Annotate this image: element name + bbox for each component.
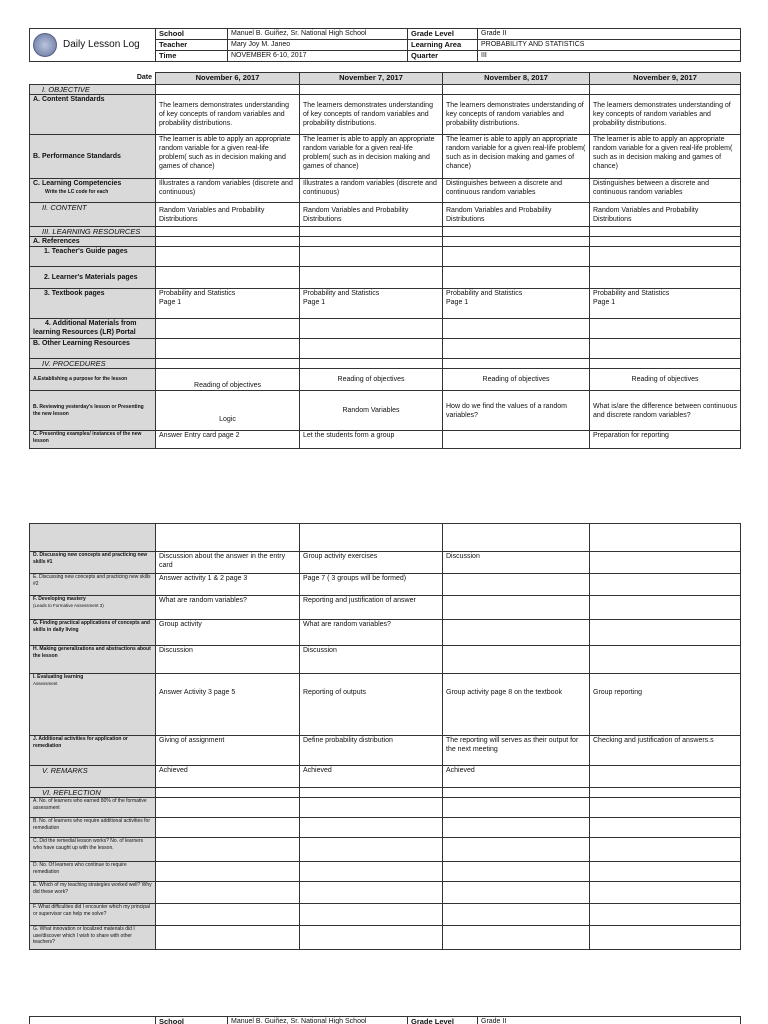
proc-a-label: A.Establishing a purpose for the lesson bbox=[30, 369, 156, 391]
proc-h-3 bbox=[443, 646, 590, 674]
grade-value-3: Grade II bbox=[478, 1017, 741, 1024]
proc-i-2: Reporting of outputs bbox=[300, 674, 443, 736]
proc-e-1: Answer activity 1 & 2 page 3 bbox=[156, 574, 300, 596]
learners-materials-label: 2. Learner's Materials pages bbox=[30, 267, 156, 289]
time-label: Time bbox=[156, 51, 228, 62]
content-standards-3: The learners demonstrates understanding of key concepts of random variables and probability distributions. bbox=[443, 95, 590, 135]
proc-c-label: C. Presenting examples/ instances of the new lesson bbox=[30, 431, 156, 449]
reflection-c: C. Did the remedial lesson works? No. of learners who have caught up with the lesson. bbox=[30, 838, 156, 862]
proc-g-2: What are random variables? bbox=[300, 620, 443, 646]
textbook-label: 3. Textbook pages bbox=[30, 289, 156, 319]
content-standards-1: The learners demonstrates understanding of key concepts of random variables and probability distributions. bbox=[156, 95, 300, 135]
proc-e-2: Page 7 ( 3 groups will be formed) bbox=[300, 574, 443, 596]
proc-f-1: What are random variables? bbox=[156, 596, 300, 620]
grade-value: Grade II bbox=[478, 29, 741, 40]
textbook-3: Probability and Statistics Page 1 bbox=[443, 289, 590, 319]
section-remarks: V. REMARKS bbox=[30, 766, 156, 788]
proc-f-label: F. Developing mastery bbox=[33, 596, 86, 602]
proc-e-label: E. Discussing new concepts and practicing new skills #2 bbox=[30, 574, 156, 596]
competencies-label-cell bbox=[30, 179, 156, 203]
proc-c-4: Preparation for reporting bbox=[590, 431, 741, 449]
date-4: November 9, 2017 bbox=[590, 73, 741, 85]
proc-h-2: Discussion bbox=[300, 646, 443, 674]
textbook-4: Probability and Statistics Page 1 bbox=[590, 289, 741, 319]
proc-g-4 bbox=[590, 620, 741, 646]
proc-h-label: H. Making generalizations and abstractions about the lesson bbox=[30, 646, 156, 674]
proc-j-3: The reporting will serves as their output for the next meeting bbox=[443, 736, 590, 766]
date-1: November 6, 2017 bbox=[156, 73, 300, 85]
proc-b-3: How do we find the values of a random variables? bbox=[443, 391, 590, 431]
date-2: November 7, 2017 bbox=[300, 73, 443, 85]
reflection-g: G. What innovation or localized materials did I use/discover which I wish to share with other teachers? bbox=[30, 926, 156, 950]
textbook-1: Probability and Statistics Page 1 bbox=[156, 289, 300, 319]
proc-d-3: Discussion bbox=[443, 552, 590, 574]
proc-c-1: Answer Entry card page 2 bbox=[156, 431, 300, 449]
performance-standards-1: The learner is able to apply an appropriate random variable for a given real-life problem( such as in decision making and games of chance) bbox=[156, 135, 300, 179]
remarks-4 bbox=[590, 766, 741, 788]
proc-i-label-cell bbox=[30, 674, 156, 736]
area-label: Learning Area bbox=[408, 40, 478, 51]
proc-j-label: J. Additional activities for application or remediation bbox=[30, 736, 156, 766]
proc-e-3 bbox=[443, 574, 590, 596]
proc-d-1: Discussion about the answer in the entry card bbox=[156, 552, 300, 574]
proc-b-label: B. Reviewing yesterday's lesson or Presenting the new lesson bbox=[30, 391, 156, 431]
proc-d-label: D. Discussing new concepts and practicing new skills #1 bbox=[30, 552, 156, 574]
quarter-label: Quarter bbox=[408, 51, 478, 62]
proc-j-4: Checking and justification of answers.s bbox=[590, 736, 741, 766]
content-standards-label: A. Content Standards bbox=[30, 95, 156, 135]
date-3: November 8, 2017 bbox=[443, 73, 590, 85]
school-value: Manuel B. Guiñez, Sr. National High School bbox=[228, 29, 408, 40]
teachers-guide-label: 1. Teacher's Guide pages bbox=[30, 247, 156, 267]
proc-f-4 bbox=[590, 596, 741, 620]
reflection-d: D. No. Of learners who continue to require remediation bbox=[30, 862, 156, 882]
proc-i-1: Answer Activity 3 page 5 bbox=[156, 674, 300, 736]
performance-standards-4: The learner is able to apply an appropriate random variable for a given real-life problem( such as in decision making and games of chance) bbox=[590, 135, 741, 179]
proc-i-sublabel: Assessment bbox=[33, 680, 58, 686]
date-label: Date bbox=[30, 73, 156, 85]
competencies-sublabel: Write the LC code for each bbox=[45, 189, 109, 195]
school-value-3: Manuel B. Guiñez, Sr. National High School bbox=[228, 1017, 408, 1024]
area-value: PROBABILITY AND STATISTICS bbox=[478, 40, 741, 51]
proc-b-1: Logic bbox=[156, 391, 300, 431]
header-table bbox=[29, 28, 741, 62]
reflection-b: B. No. of learners who require additional activities for remediation bbox=[30, 818, 156, 838]
lesson-table-1 bbox=[29, 72, 741, 449]
reflection-f: F. What difficulties did I encounter which my principal or supervisor can help me solve? bbox=[30, 904, 156, 926]
other-resources-label: B. Other Learning Resources bbox=[30, 339, 156, 359]
competencies-3: Distinguishes between a discrete and continuous random variables bbox=[443, 179, 590, 203]
proc-a-1: Reading of objectives bbox=[156, 369, 300, 391]
competencies-4: Distinguishes between a discrete and continuous random variables bbox=[590, 179, 741, 203]
section-objective: I. OBJECTIVE bbox=[30, 85, 156, 95]
competencies-label: C. Learning Competencies bbox=[33, 180, 122, 187]
teacher-label: Teacher bbox=[156, 40, 228, 51]
quarter-value: III bbox=[478, 51, 741, 62]
proc-f-sublabel: (Leads to Formative Assessment 3) bbox=[33, 602, 104, 608]
header-logo-cell bbox=[30, 29, 156, 62]
proc-h-4 bbox=[590, 646, 741, 674]
proc-d-4 bbox=[590, 552, 741, 574]
content-standards-2: The learners demonstrates understanding of key concepts of random variables and probability distributions. bbox=[300, 95, 443, 135]
grade-label-3: Grade Level bbox=[408, 1017, 478, 1024]
proc-j-1: Giving of assignment bbox=[156, 736, 300, 766]
reflection-e: E. Which of my teaching strategies worked well? Why did these work? bbox=[30, 882, 156, 904]
proc-b-4: What is/are the difference between continuous and discrete random variables? bbox=[590, 391, 741, 431]
teacher-value: Mary Joy M. Janeo bbox=[228, 40, 408, 51]
header-logo-cell-3 bbox=[30, 1017, 156, 1024]
section-reflection: VI. REFLECTION bbox=[30, 788, 156, 798]
proc-a-2: Reading of objectives bbox=[300, 369, 443, 391]
proc-a-3: Reading of objectives bbox=[443, 369, 590, 391]
section-resources: III. LEARNING RESOURCES bbox=[30, 227, 156, 237]
proc-i-4: Group reporting bbox=[590, 674, 741, 736]
content-3: Random Variables and Probability Distributions bbox=[443, 203, 590, 227]
textbook-2: Probability and Statistics Page 1 bbox=[300, 289, 443, 319]
remarks-2: Achieved bbox=[300, 766, 443, 788]
reflection-a: A. No. of learners who earned 80% of the formative assessment bbox=[30, 798, 156, 818]
proc-g-1: Group activity bbox=[156, 620, 300, 646]
proc-c-3 bbox=[443, 431, 590, 449]
proc-f-2: Reporting and justification of answer bbox=[300, 596, 443, 620]
proc-g-3 bbox=[443, 620, 590, 646]
proc-d-2: Group activity exercises bbox=[300, 552, 443, 574]
school-label: School bbox=[156, 29, 228, 40]
lesson-table-2 bbox=[29, 523, 741, 950]
content-4: Random Variables and Probability Distributions bbox=[590, 203, 741, 227]
time-value: NOVEMBER 6-10, 2017 bbox=[228, 51, 408, 62]
content-2: Random Variables and Probability Distributions bbox=[300, 203, 443, 227]
content-standards-4: The learners demonstrates understanding of key concepts of random variables and probability distributions. bbox=[590, 95, 741, 135]
proc-i-label: I. Evaluating learning bbox=[33, 674, 84, 680]
deped-seal-icon bbox=[33, 33, 57, 57]
section-content: II. CONTENT bbox=[30, 203, 156, 227]
proc-a-4: Reading of objectives bbox=[590, 369, 741, 391]
proc-g-label: G. Finding practical applications of concepts and skills in daily living bbox=[30, 620, 156, 646]
proc-j-2: Define probability distribution bbox=[300, 736, 443, 766]
proc-i-3: Group activity page 8 on the textbook bbox=[443, 674, 590, 736]
competencies-2: Illustrates a random variables (discrete and continuous) bbox=[300, 179, 443, 203]
proc-h-1: Discussion bbox=[156, 646, 300, 674]
grade-label: Grade Level bbox=[408, 29, 478, 40]
proc-b-2: Random Variables bbox=[300, 391, 443, 431]
references-label: A. References bbox=[30, 237, 156, 247]
performance-standards-label: B. Performance Standards bbox=[30, 135, 156, 179]
content-1: Random Variables and Probability Distributions bbox=[156, 203, 300, 227]
proc-f-3 bbox=[443, 596, 590, 620]
section-procedures: IV. PROCEDURES bbox=[30, 359, 156, 369]
remarks-3: Achieved bbox=[443, 766, 590, 788]
header-table-3 bbox=[29, 1016, 741, 1024]
proc-e-4 bbox=[590, 574, 741, 596]
performance-standards-2: The learner is able to apply an appropriate random variable for a given real-life problem( such as in decision making and games of chance) bbox=[300, 135, 443, 179]
performance-standards-3: The learner is able to apply an appropriate random variable for a given real-life problem( such as in decision making and games of chance) bbox=[443, 135, 590, 179]
competencies-1: Illustrates a random variables (discrete and continuous) bbox=[156, 179, 300, 203]
remarks-1: Achieved bbox=[156, 766, 300, 788]
proc-c-2: Let the students form a group bbox=[300, 431, 443, 449]
doc-title: Daily Lesson Log bbox=[63, 39, 140, 50]
additional-materials-label: 4. Additional Materials from learning Resources (LR) Portal bbox=[30, 319, 156, 339]
proc-f-label-cell bbox=[30, 596, 156, 620]
page-3 bbox=[0, 1016, 768, 1024]
school-label-3: School bbox=[156, 1017, 228, 1024]
